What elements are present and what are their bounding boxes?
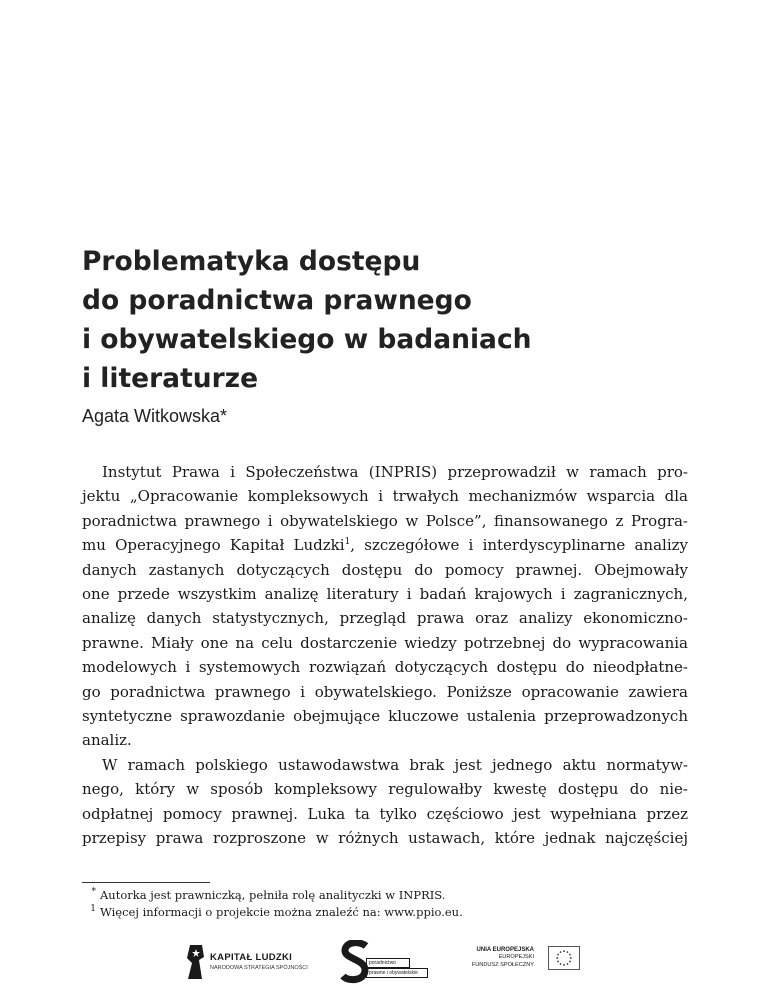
text-line: go poradnictwa prawnego i obywatelskiego. Poniższe opracowanie zawiera <box>82 682 688 701</box>
kapital-ludzki-logo <box>186 943 346 983</box>
text-line: syntetyczne sprawozdanie obejmujące kluczowe ustalenia przeprowadzonych <box>82 707 688 726</box>
text-segment: , szczegółowe i interdyscyplinarne analizy <box>350 536 689 555</box>
text-line: modelowych i systemowych rozwiązań dotyczących dostępu do nieodpłatne- <box>82 658 688 677</box>
kapital-ludzki-subtitle: NARODOWA STRATEGIA SPÓJNOŚCI <box>210 965 308 971</box>
eu-line3: FUNDUSZ SPOŁECZNY <box>471 961 534 968</box>
eu-line1: UNIA EUROPEJSKA <box>476 947 534 953</box>
footnote-divider <box>82 882 210 883</box>
title-line: Problematyka dostępu <box>82 246 421 277</box>
footnote: * Autorka jest prawniczką, pełniła rolę analityczki w INPRIS. <box>91 887 446 902</box>
kapital-ludzki-name: KAPITAŁ LUDZKI <box>210 952 293 963</box>
text-line: analiz. <box>82 731 132 750</box>
footnote-text: Więcej informacji o projekcie można znaleźć na: www.ppio.eu. <box>100 905 463 919</box>
text-line: Instytut Prawa i Społeczeństwa (INPRIS) przeprowadził w ramach pro- <box>102 463 688 481</box>
paragraph <box>82 753 688 851</box>
text-line: nego, który w sposób kompleksowy regulowałby kwestę dostępu do nie- <box>82 780 688 799</box>
ppio-label-line1: poradnictwo <box>366 958 410 968</box>
text-line: odpłatnej pomocy prawnej. Luka ta tylko częściowo jest wypełniana przez <box>82 804 688 823</box>
footnote-text: Autorka jest prawniczką, pełniła rolę analityczki w INPRIS. <box>100 888 446 902</box>
sponsor-logos <box>0 935 768 985</box>
text-line: prawne. Miały one na celu dostarczenie wiedzy potrzebnej do wypracowania <box>82 633 688 652</box>
text-line: jektu „Opracowanie kompleksowych i trwałych mechanizmów wsparcia dla <box>82 487 688 506</box>
title-line: i literaturze <box>82 363 259 394</box>
text-segment: mu Operacyjnego Kapitał Ludzki <box>82 536 345 555</box>
text-line: analizę danych statystycznych, przegląd prawa oraz analizy ekonomiczno- <box>82 609 688 628</box>
title-line: do poradnictwa prawnego <box>82 285 472 316</box>
footnote: 1 Więcej informacji o projekcie można znaleźć na: www.ppio.eu. <box>90 904 463 919</box>
text-line: one przede wszystkim analizę literatury i badań krajowych i zagranicznych, <box>82 585 688 604</box>
text-line: danych zastanych dotyczących dostępu do pomocy prawnej. Obejmowały <box>82 560 688 579</box>
footnotes <box>82 887 688 921</box>
article-title <box>82 242 702 398</box>
title-line: i obywatelskiego w badaniach <box>82 324 532 355</box>
eu-line2: EUROPEJSKI <box>498 954 534 961</box>
eu-flag-icon <box>548 946 580 970</box>
paragraph <box>82 460 688 753</box>
ppio-logo <box>340 940 430 986</box>
ppio-label-line2: prawne i obywatelskie <box>366 968 428 978</box>
text-line: przepisy prawa rozproszone w różnych ustawach, które jednak najczęściej <box>82 829 688 848</box>
eu-social-fund-logo <box>468 943 588 983</box>
text-line: W ramach polskiego ustawodawstwa brak jest jednego aktu normatyw- <box>102 755 688 774</box>
article-body <box>82 460 688 851</box>
kapital-ludzki-emblem-icon <box>186 943 206 981</box>
text-line: poradnictwa prawnego i obywatelskiego w Polsce”, finansowanego z Progra- <box>82 511 688 530</box>
eu-text <box>472 947 534 969</box>
author-name: Agata Witkowska* <box>82 406 228 426</box>
text-line <box>82 533 688 557</box>
footnote-reference[interactable]: 1 <box>344 537 351 548</box>
